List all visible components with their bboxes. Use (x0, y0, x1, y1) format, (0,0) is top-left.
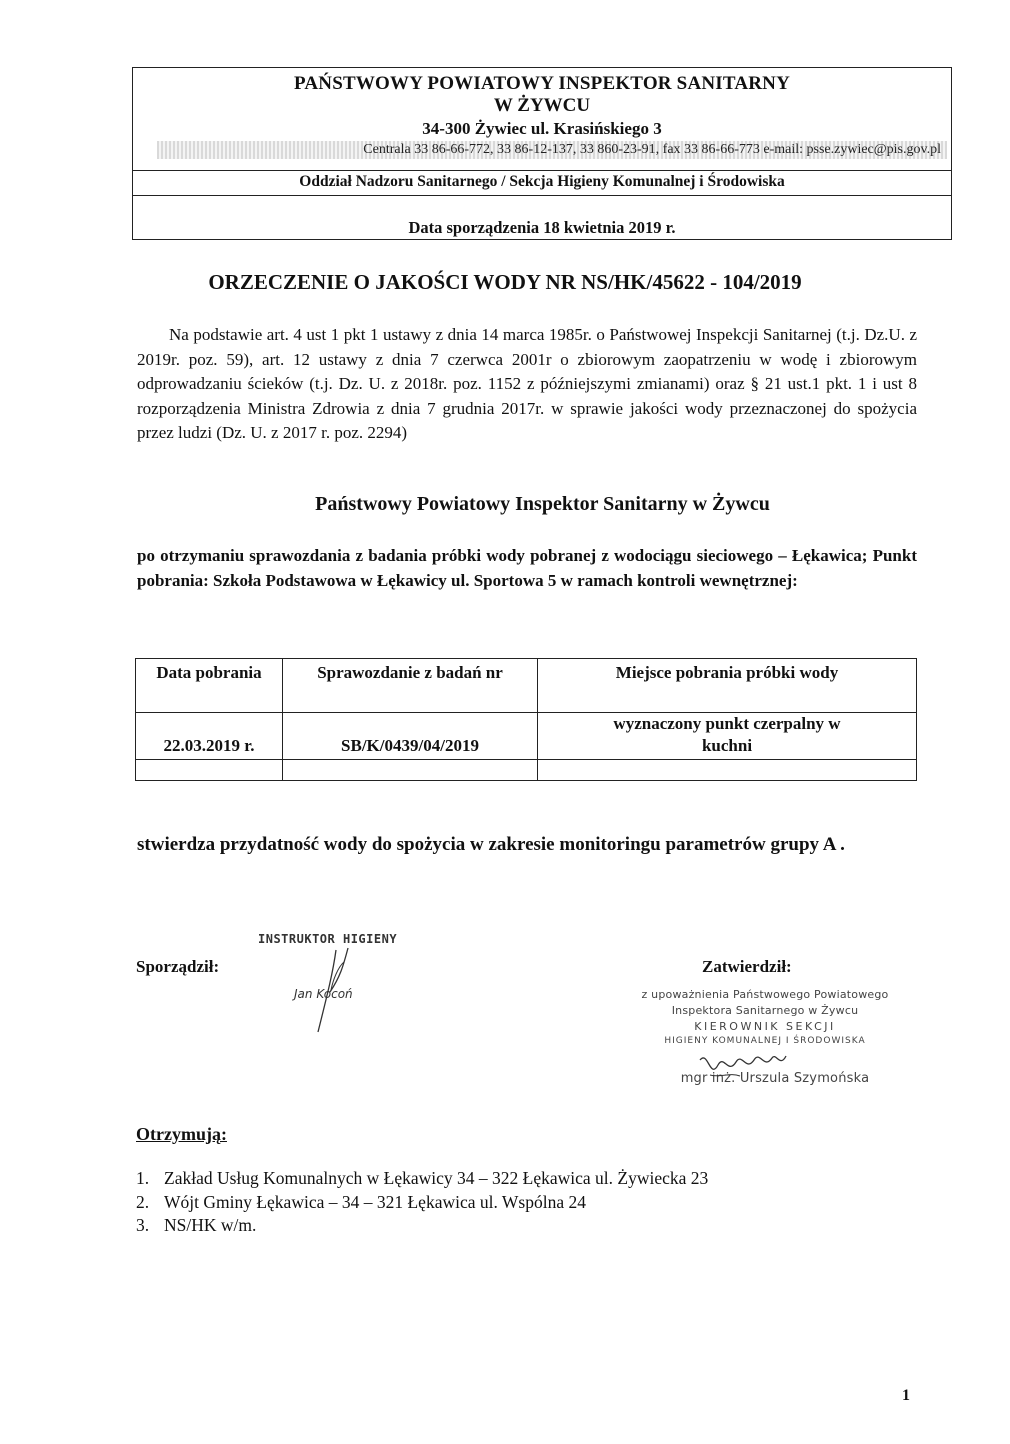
table-header-cell: Miejsce pobrania próbki wody (538, 659, 917, 713)
table-header-cell: Data pobrania (136, 659, 283, 713)
prepared-by-stamp (258, 932, 428, 1037)
table-cell: 22.03.2019 r. (136, 713, 283, 760)
header-box (132, 67, 952, 240)
list-number: 3. (136, 1215, 150, 1235)
header-divider (133, 170, 951, 171)
stamp-line: Inspektora Sanitarnego w Żywcu (671, 1004, 859, 1017)
handwritten-signature (278, 932, 398, 1042)
table-cell: SB/K/0439/04/2019 (283, 713, 538, 760)
stamp-line: HIGIENY KOMUNALNEJ I ŚRODOWISKA (664, 1036, 866, 1046)
list-item (136, 1214, 936, 1238)
list-number: 1. (136, 1168, 150, 1188)
table-header-row (136, 659, 917, 713)
approved-by-stamp (620, 985, 910, 1095)
issuing-authority: Państwowy Powiatowy Inspektor Sanitarny w Żywcu (315, 493, 770, 515)
recipients-list (136, 1167, 936, 1238)
table-cell (136, 760, 283, 781)
table-row (136, 713, 917, 760)
list-item (136, 1191, 936, 1215)
document-title: ORZECZENIE O JAKOŚCI WODY NR NS/HK/45622 - 104/2019 (208, 270, 802, 294)
table-cell (538, 760, 917, 781)
document-date: Data sporządzenia 18 kwietnia 2019 r. (408, 218, 676, 237)
department: Oddział Nadzoru Sanitarnego / Sekcja Higieny Komunalnej i Środowiska (299, 173, 785, 190)
legal-basis-text: Na podstawie art. 4 ust 1 pkt 1 ustawy z dnia 14 marca 1985r. o Państwowej Inspekcji Sanitarnej (t.j. Dz.U. z 2019r. poz. 59), art. 12 ustawy z dnia 7 czerwca 2001r o zbiorowym zaopatrzeniu w wodę i zbiorowym odprowadzaniu ścieków (t.j. Dz. U. z 2018r. poz. 1152 z późniejszymi zmianami) oraz § 21 ust.1 pkt. 1 i ust 8 rozporządzenia Ministra Zdrowia z dnia 7 grudnia 2017r. w sprawie jakości wody przeznaczonej do spożycia przez ludzi (Dz. U. z 2017 r. poz. 2294) (137, 325, 917, 442)
list-number: 2. (136, 1191, 150, 1212)
stamp-line: mgr inż. Urszula Szymońska (680, 1071, 870, 1086)
prepared-by-label: Sporządził: (136, 957, 220, 976)
list-text: NS/HK w/m. (164, 1215, 257, 1235)
list-item (136, 1167, 936, 1191)
list-text: Wójt Gminy Łękawica – 34 – 321 Łękawica ul. Wspólna 24 (164, 1191, 586, 1212)
handwritten-signature (690, 1040, 840, 1100)
stamp-line: KIEROWNIK SEKCJI (694, 1020, 836, 1033)
sample-table (135, 658, 917, 781)
recipients-heading: Otrzymują: (136, 1124, 227, 1144)
authority-address: 34-300 Żywiec ul. Krasińskiego 3 (422, 119, 662, 138)
decision-text: stwierdza przydatność wody do spożycia w zakresie monitoringu parametrów grupy A . (137, 834, 845, 855)
stamp-line: z upoważnienia Państwowego Powiatowego (641, 988, 889, 1001)
page-number: 1 (902, 1387, 910, 1404)
table-row-empty (136, 760, 917, 781)
authority-name: PAŃSTWOWY POWIATOWY INSPEKTOR SANITARNY (293, 73, 791, 94)
header-divider (133, 195, 951, 196)
authority-city: W ŻYWCU (493, 95, 591, 116)
stamp-name: Jan Kocoń (294, 987, 353, 1001)
received-report: po otrzymaniu sprawozdania z badania próbki wody pobranej z wodociągu sieciowego – Łękawica; Punkt pobrania: Szkoła Podstawowa w Łękawicy ul. Sportowa 5 w ramach kontroli wewnętrznej: (137, 546, 917, 590)
table-cell: wyznaczony punkt czerpalny w kuchni (538, 713, 917, 760)
approved-by-label: Zatwierdził: (702, 957, 792, 976)
table-header-cell: Sprawozdanie z badań nr (283, 659, 538, 713)
table-cell (283, 760, 538, 781)
list-text: Zakład Usług Komunalnych w Łękawicy 34 – 322 Łękawica ul. Żywiecka 23 (164, 1168, 709, 1188)
legal-basis (137, 323, 917, 446)
contact-info: Centrala 33 86-66-772, 33 86-12-137, 33 860-23-91, fax 33 86-66-773 e-mail: psse.zywiec@pis.gov.pl (157, 141, 947, 159)
stamp-title: INSTRUKTOR HIGIENY (258, 932, 398, 946)
